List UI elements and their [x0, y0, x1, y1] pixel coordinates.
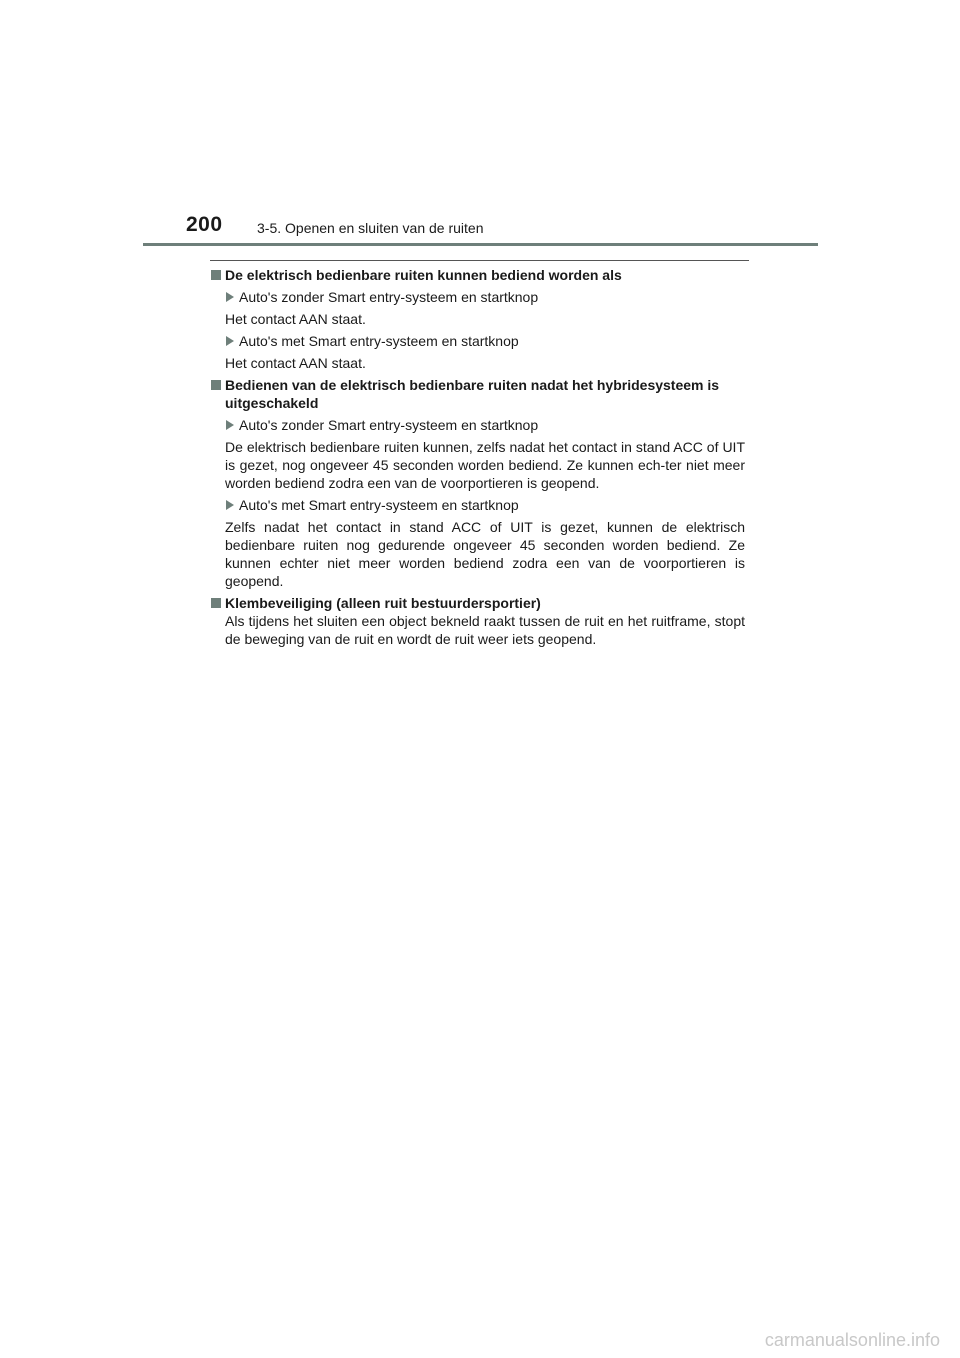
square-bullet-icon — [211, 380, 221, 390]
triangle-bullet-icon — [226, 500, 234, 510]
watermark: carmanualsonline.info — [764, 1330, 940, 1350]
section-after-hybrid-off — [211, 376, 745, 590]
section-heading-text: De elektrisch bedienbare ruiten kunnen bediend worden als — [225, 267, 622, 283]
triangle-bullet-icon — [226, 420, 234, 430]
section-jam-protection — [211, 594, 745, 648]
square-bullet-icon — [211, 270, 221, 280]
subheading — [211, 416, 745, 434]
paragraph: Het contact AAN staat. — [225, 311, 366, 327]
triangle-bullet-icon — [226, 336, 234, 346]
section-heading-text: Klembeveiliging (alleen ruit bestuurdersportier) — [225, 595, 541, 611]
page-number: 200 — [186, 213, 223, 236]
section-heading — [211, 594, 745, 612]
section-heading — [211, 376, 745, 412]
subheading-text: Auto's met Smart entry-systeem en startknop — [239, 333, 519, 349]
square-bullet-icon — [211, 598, 221, 608]
paragraph: De elektrisch bedienbare ruiten kunnen, zelfs nadat het contact in stand ACC of UIT is gezet, nog ongeveer 45 seconden worden bediend. Ze kunnen ech-ter niet meer worden bediend zodra een van de voorportieren is geopend. — [225, 439, 745, 491]
subheading-text: Auto's met Smart entry-systeem en startknop — [239, 497, 519, 513]
section-heading-text: Bedienen van de elektrisch bedienbare ruiten nadat het hybridesysteem is uitgeschakeld — [225, 377, 720, 411]
paragraph: Zelfs nadat het contact in stand ACC of UIT is gezet, kunnen de elektrisch bedienbare ruiten nog gedurende ongeveer 45 seconden worden bediend. Ze kunnen echter niet meer worden bediend zodra een van de voorportieren is geopend. — [225, 519, 745, 589]
subheading-text: Auto's zonder Smart entry-systeem en startknop — [239, 417, 539, 433]
paragraph: Het contact AAN staat. — [225, 355, 366, 371]
subheading — [211, 332, 745, 350]
subheading — [211, 288, 745, 306]
section-operable-conditions — [211, 266, 745, 372]
triangle-bullet-icon — [226, 292, 234, 302]
header-rule — [143, 243, 818, 246]
paragraph: Als tijdens het sluiten een object bekneld raakt tussen de ruit en het ruitframe, stopt de beweging van de ruit en wordt de ruit weer iets geopend. — [225, 613, 745, 647]
section-title: 3-5. Openen en sluiten van de ruiten — [257, 220, 484, 236]
subheading — [211, 496, 745, 514]
section-heading — [211, 266, 745, 284]
subheading-text: Auto's zonder Smart entry-systeem en startknop — [239, 289, 539, 305]
content-rule — [210, 260, 749, 261]
page-content — [211, 266, 745, 652]
